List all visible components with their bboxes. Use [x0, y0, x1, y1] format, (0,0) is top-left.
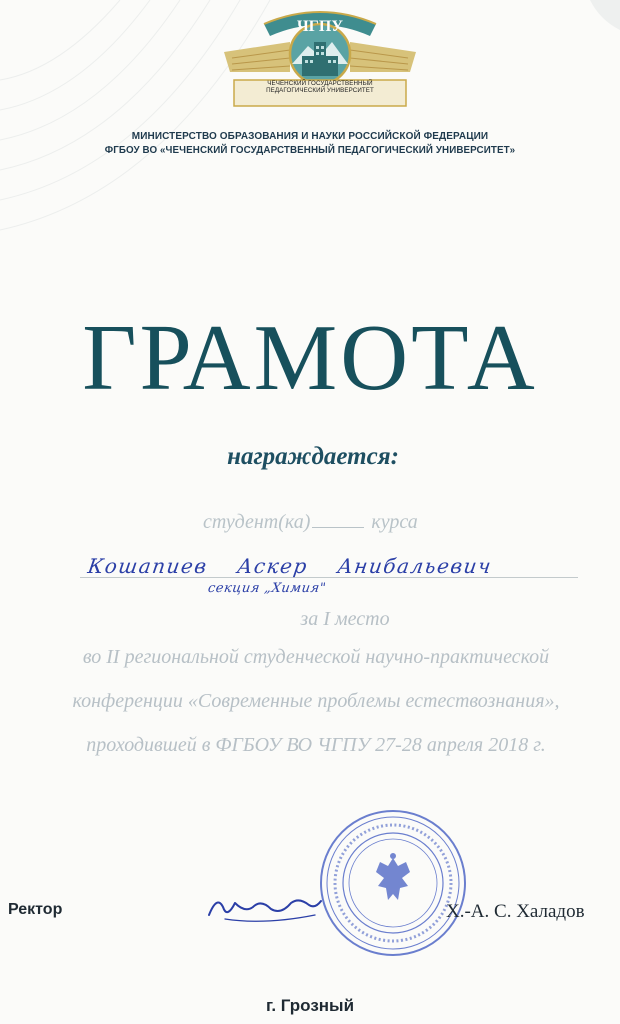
official-stamp — [318, 808, 468, 958]
recipient-section: секция „Химия" — [206, 581, 328, 596]
rector-label: Ректор — [8, 901, 63, 918]
rector-signature — [205, 885, 325, 935]
corner-ornament-right — [580, 0, 620, 40]
ministry-title: МИНИСТЕРСТВО ОБРАЗОВАНИЯ И НАУКИ РОССИЙСКОЙ ФЕДЕРАЦИИ — [131, 131, 489, 142]
body-line-1: во II региональной студенческой научно-практической — [82, 646, 550, 668]
city: г. Грозный — [265, 996, 355, 1015]
student-course-line — [203, 511, 418, 534]
course-blank — [312, 513, 364, 528]
certificate-title: ГРАМОТА — [82, 306, 538, 410]
student-label: студент(ка) — [203, 511, 311, 533]
logo-name-line2: ПЕДАГОГИЧЕСКИЙ УНИВЕРСИТЕТ — [266, 87, 374, 94]
awarded-label: награждается: — [227, 443, 399, 470]
course-label: курса — [371, 511, 418, 533]
award-place: за I место — [300, 608, 390, 630]
logo-name-line1: ЧЕЧЕНСКИЙ ГОСУДАРСТВЕННЫЙ — [267, 80, 373, 87]
body-line-3: проходившей в ФГБОУ ВО ЧГПУ 27-28 апреля 2018 г. — [86, 734, 546, 756]
university-title: ФГБОУ ВО «ЧЕЧЕНСКИЙ ГОСУДАРСТВЕННЫЙ ПЕДАГОГИЧЕСКИЙ УНИВЕРСИТЕТ» — [104, 145, 516, 156]
recipient-name: Кошапиев Аскер Анибальевич — [86, 554, 494, 578]
logo-acronym: ЧГПУ — [296, 18, 344, 35]
rector-name: Х.-А. С. Халадов — [446, 901, 585, 922]
body-line-2: конференции «Современные проблемы естествознания», — [72, 690, 560, 712]
